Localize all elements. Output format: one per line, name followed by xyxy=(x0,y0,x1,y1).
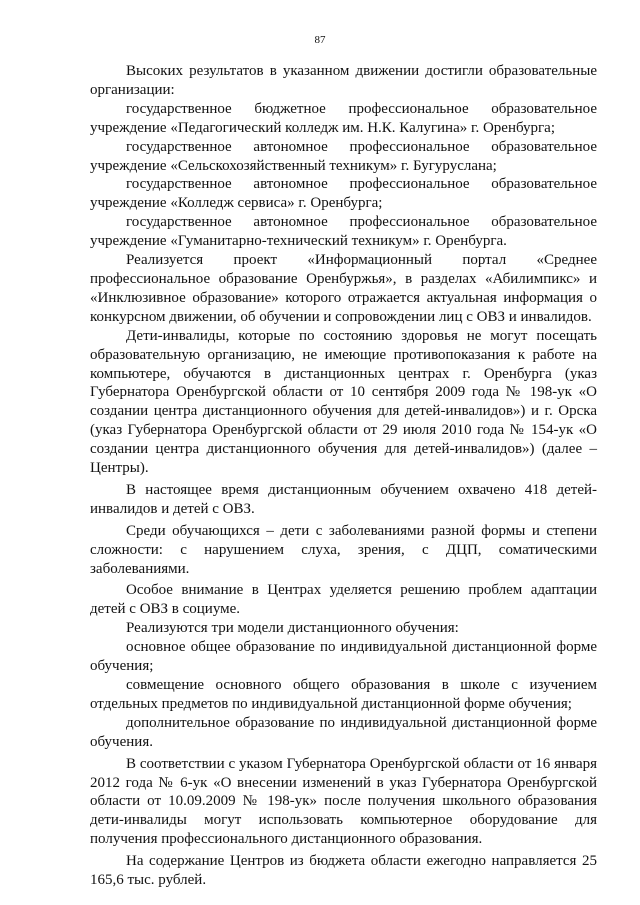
paragraph: государственное автономное профессиональное образовательное учреждение «Колледж сервиса» г. Оренбурга; xyxy=(90,176,597,212)
paragraph: Среди обучающихся – дети с заболеваниями разной формы и степени сложности: с нарушением слуха, зрения, с ДЦП, соматическими заболеваниями. xyxy=(90,522,597,577)
paragraph: государственное бюджетное профессиональное образовательное учреждение «Педагогический колледж им. Н.К. Калугина» г. Оренбурга; xyxy=(90,100,597,136)
paragraph: основное общее образование по индивидуальной дистанционной форме обучения; xyxy=(90,639,597,675)
paragraph: государственное автономное профессиональное образовательное учреждение «Сельскохозяйственный техникум» г. Бугуруслана; xyxy=(90,138,597,174)
paragraph: дополнительное образование по индивидуальной дистанционной форме обучения. xyxy=(90,714,597,750)
paragraph: В настоящее время дистанционным обучением охвачено 418 детей-инвалидов и детей с ОВЗ. xyxy=(90,481,597,517)
page-number: 87 xyxy=(314,34,326,46)
paragraph: Дети-инвалиды, которые по состоянию здоровья не могут посещать образовательную организацию, не имеющие противопоказания к работе на компьютере, обучаются в дистанционных центрах г. Оренбурга (указ Губернатора Оренбургской области от 10 сентября 2009 года № 198-ук «О создании центра дистанционного обучения для детей-инвалидов») и г. Орска (указ Губернатора Оренбургской области от 29 июля 2010 года № 154-ук «О создании центра дистанционного обучения для детей-инвалидов») (далее – Центры). xyxy=(90,327,597,477)
paragraph: совмещение основного общего образования в школе с изучением отдельных предметов по индивидуальной дистанционной форме обучения; xyxy=(90,677,597,712)
paragraph: государственное автономное профессиональное образовательное учреждение «Гуманитарно-технический техникум» г. Оренбурга. xyxy=(90,214,597,250)
document-body xyxy=(90,62,597,890)
paragraph: Особое внимание в Центрах уделяется решению проблем адаптации детей с ОВЗ в социуме. xyxy=(90,582,597,618)
paragraph: Высоких результатов в указанном движении достигли образовательные организации: xyxy=(90,63,597,98)
paragraph: В соответствии с указом Губернатора Оренбургской области от 16 января 2012 года № 6-ук «О внесении изменений в указ Губернатора Оренбургской области от 10.09.2009 № 198-ук» после получения школьного образования дети-инвалиды могут использовать компьютерное оборудование для получения профессионального дистанционного образования. xyxy=(90,755,597,848)
paragraph: Реализуется проект «Информационный портал «Среднее профессиональное образование Оренбуржья», в разделах «Абилимпикс» и «Инклюзивное образование» которого отражается актуальная информация о конкурсном движении, об обучении и сопровождении лиц с ОВЗ и инвалидов. xyxy=(90,252,597,325)
paragraph: Реализуются три модели дистанционного обучения: xyxy=(126,620,459,637)
paragraph: На содержание Центров из бюджета области ежегодно направляется 25 165,6 тыс. рублей. xyxy=(90,853,597,889)
